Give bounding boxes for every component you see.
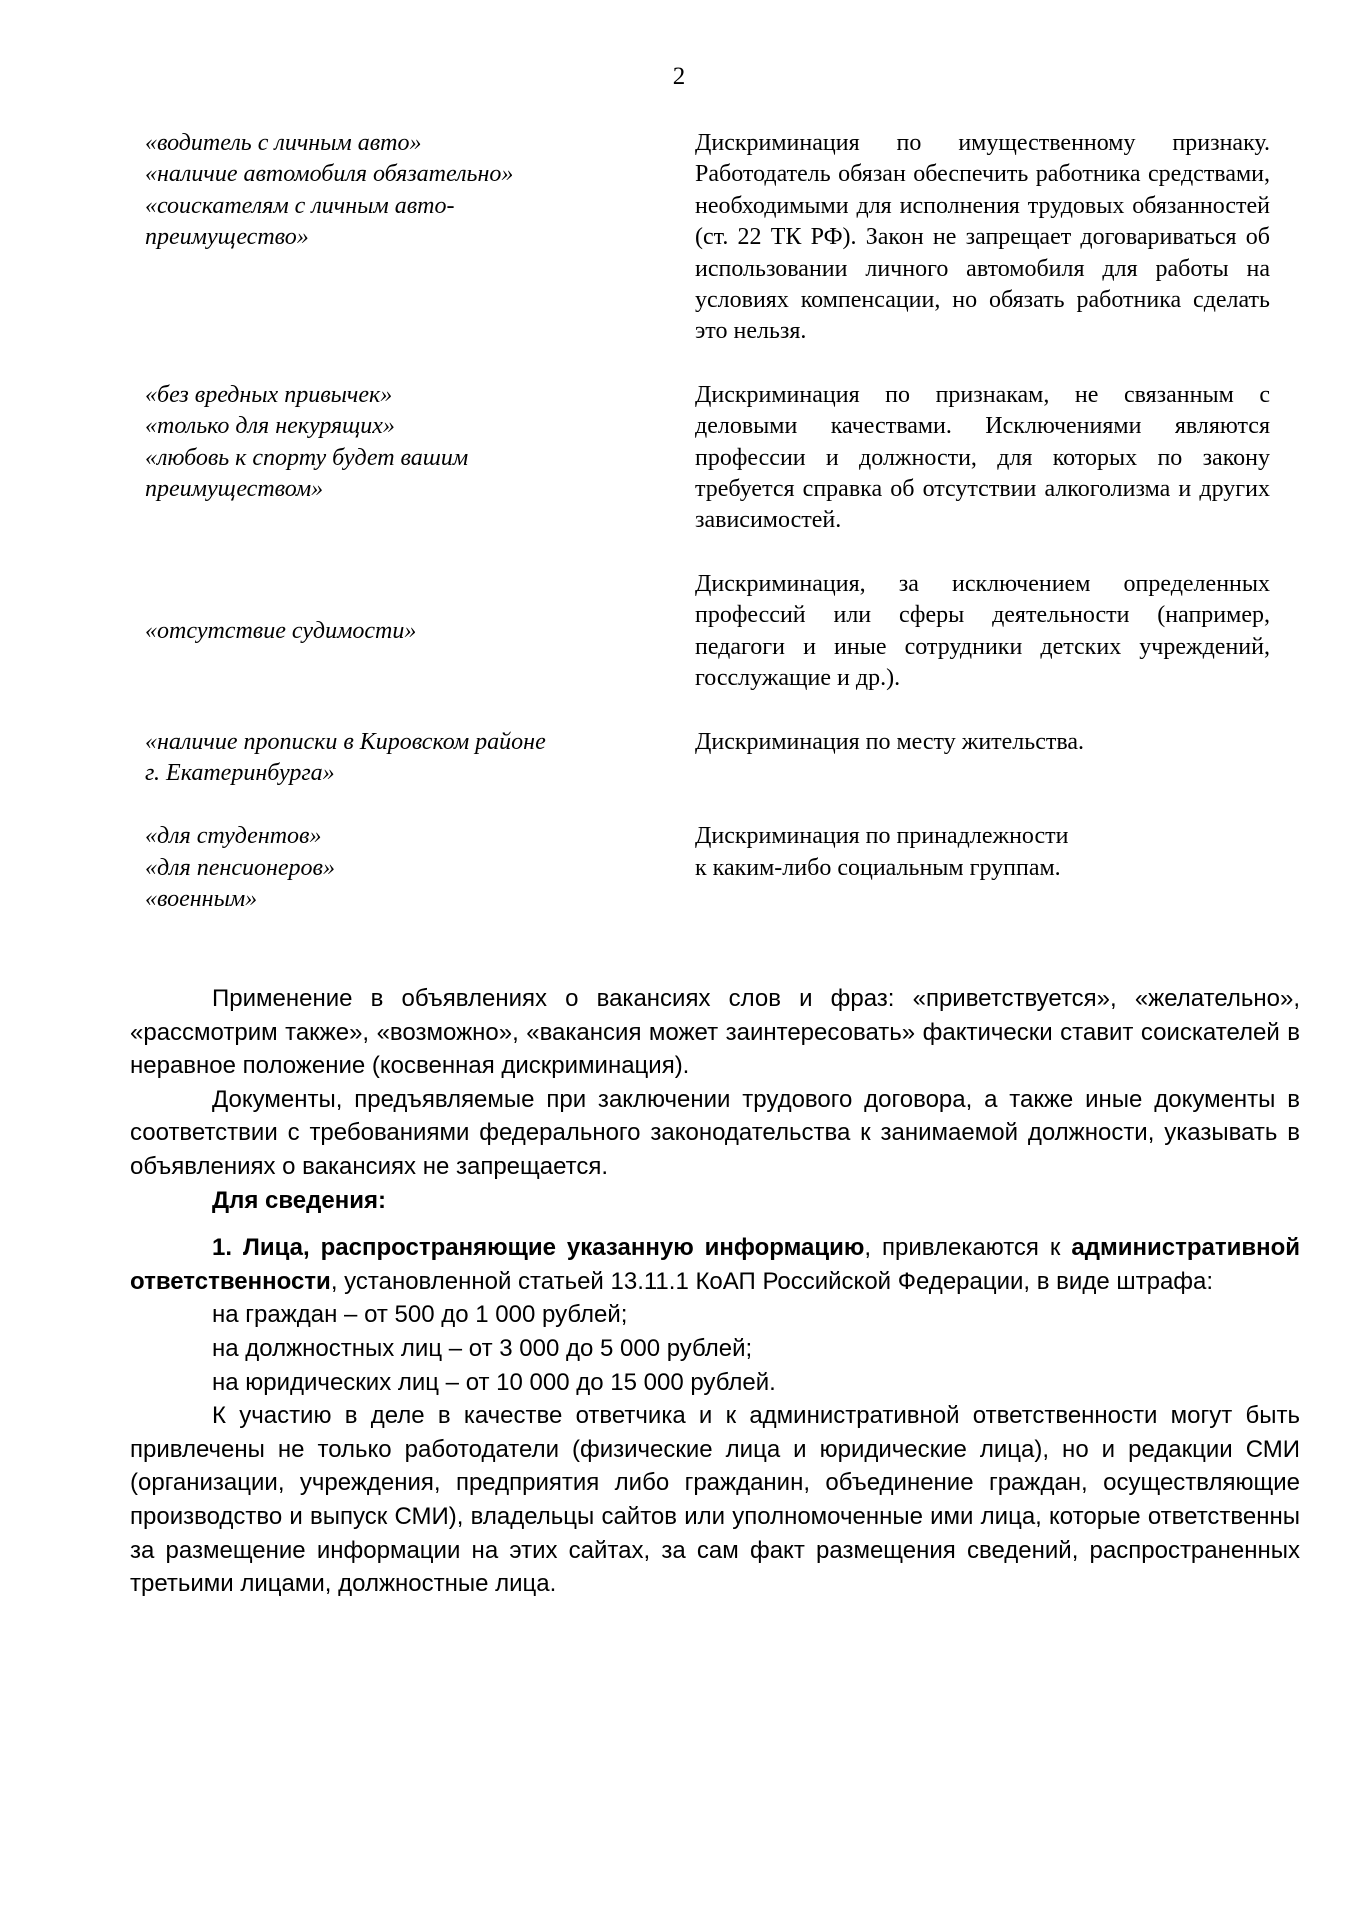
paragraph: К участию в деле в качестве ответчика и к административной ответственности могут быть привлечены не только работодатели (физические лица и юридические лица), но и редакции СМИ (организации, учреждения, предприятия либо гражданин, объединение граждан, осуществляющие производство и выпуск СМИ), владельцы сайтов или уполномоченные ими лица, которые ответственны за размещение информации на этих сайтах, за сам факт размещения сведений, распространенных третьими лицами, должностные лица. bbox=[130, 1402, 1300, 1598]
section-heading: Для сведения: bbox=[212, 1186, 386, 1214]
paragraph-text: , привлекаются к bbox=[864, 1234, 1072, 1262]
paragraph: Документы, предъявляемые при заключении трудового договора, а также иные документы в соответствии с требованиями федерального законодательства к занимаемой должности, указывать в объявлениях о вакансиях не запрещается. bbox=[130, 1085, 1300, 1180]
explanation: Дискриминация по признакам, не связанным с деловыми качествами. Исключениями являются профессии и должности, для которых по закону требуется справка об отсутствии алкоголизма и других зависимостей. bbox=[695, 381, 1270, 534]
phrase: «наличие прописки в Кировском районе bbox=[145, 728, 546, 755]
phrase: «отсутствие судимости» bbox=[145, 617, 417, 644]
phrase: преимущество» bbox=[145, 224, 309, 251]
table-row bbox=[145, 727, 1275, 790]
table-row bbox=[145, 380, 1275, 537]
phrase: «без вредных привычек» bbox=[145, 381, 393, 408]
phrase: преимуществом» bbox=[145, 476, 324, 503]
table-row bbox=[145, 128, 1275, 348]
paragraph: Применение в объявлениях о вакансиях слов и фраз: «приветствуется», «желательно», «рассмотрим также», «возможно», «вакансия может заинтересовать» фактически ставит соискателей в неравное положение (косвенная дискриминация). bbox=[130, 985, 1300, 1080]
body-text bbox=[130, 982, 1300, 1601]
fine-line: на граждан – от 500 до 1 000 рублей; bbox=[212, 1301, 628, 1329]
discrimination-table bbox=[145, 128, 1275, 916]
explanation-line: к каким-либо социальным группам. bbox=[695, 854, 1061, 881]
paragraph bbox=[130, 1231, 1300, 1298]
explanation: Дискриминация по месту жительства. bbox=[695, 728, 1085, 755]
fine-line: на должностных лиц – от 3 000 до 5 000 рублей; bbox=[212, 1334, 753, 1362]
phrase-list bbox=[145, 128, 615, 254]
phrase: «для пенсионеров» bbox=[145, 854, 335, 881]
bold-text: административной ответственности bbox=[130, 1234, 1300, 1295]
explanation-line: Дискриминация по принадлежности bbox=[695, 823, 1069, 850]
phrase: «военным» bbox=[145, 886, 258, 913]
phrase-list bbox=[145, 727, 615, 790]
explanation: Дискриминация по имущественному признаку. Работодатель обязан обеспечить работника средствами, необходимыми для исполнения трудовых обязанностей (ст. 22 ТК РФ). Закон не запрещает договариваться об использовании личного автомобиля для работы на условиях компенсации, но обязать работника сделать это нельзя. bbox=[695, 130, 1270, 345]
phrase: «для студентов» bbox=[145, 823, 322, 850]
phrase: «водитель с личным авто» bbox=[145, 130, 422, 156]
paragraph-text: , установленной статьей 13.11.1 КоАП Российской Федерации, в виде штрафа: bbox=[330, 1267, 1214, 1295]
phrase: «только для некурящих» bbox=[145, 413, 395, 440]
bold-text: 1. Лица, распространяющие указанную информацию bbox=[212, 1234, 865, 1262]
phrase-list bbox=[145, 380, 615, 506]
explanation: Дискриминация, за исключением определенных профессий или сферы деятельности (например, педагоги и иные сотрудники детских учреждений, госслужащие и др.). bbox=[695, 570, 1270, 692]
phrase: «любовь к спорту будет вашим bbox=[145, 444, 469, 471]
table-row bbox=[145, 569, 1275, 695]
table-row bbox=[145, 821, 1275, 915]
page-number: 2 bbox=[672, 63, 686, 90]
phrase: «соискателям с личным авто- bbox=[145, 192, 455, 219]
phrase: «наличие автомобиля обязательно» bbox=[145, 161, 514, 188]
phrase-list bbox=[145, 821, 615, 915]
explanation bbox=[695, 821, 1270, 884]
fine-line: на юридических лиц – от 10 000 до 15 000 рублей. bbox=[212, 1368, 776, 1396]
phrase-list bbox=[145, 616, 615, 647]
phrase: г. Екатеринбурга» bbox=[145, 759, 335, 786]
